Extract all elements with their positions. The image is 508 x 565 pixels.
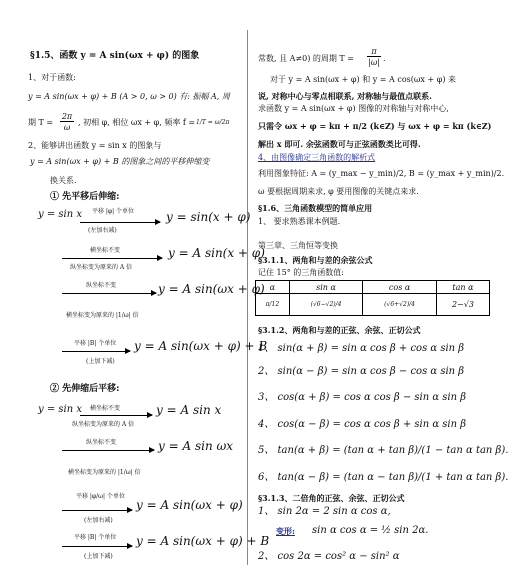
formula-cos-sum: 3、 cos(α + β) = cos α cos β − sin α sin β bbox=[258, 392, 467, 403]
m2-arrow1-bottom-label: 纵坐标变为原来的 A 倍 bbox=[72, 421, 135, 428]
m2-arrow4 bbox=[62, 546, 132, 547]
m2-arrow4-bottom-label: (上加下减) bbox=[84, 553, 113, 560]
item-2-line2: y = A sin(ωx + φ) + B 的图象之间的平移伸缩变 bbox=[30, 157, 210, 166]
formula-double-sin: 1、 sin 2α = 2 sin α cos α, bbox=[258, 506, 391, 517]
section-title-1-6: §1.6、三角函数模型的简单应用 bbox=[258, 203, 373, 213]
formula-cos-diff: 4、 cos(α − β) = cos α cos β + sin α sin β bbox=[258, 419, 467, 430]
formula-sin-cos-product: sin α cos α = ½ sin 2α. bbox=[312, 525, 429, 536]
m1-arrow4-bottom-label: (上加下减) bbox=[86, 358, 115, 365]
formula-period-label: 期 T = bbox=[28, 118, 54, 127]
m2-result1: y = A sin x bbox=[156, 403, 222, 417]
m2-result2: y = A sin ωx bbox=[158, 439, 234, 453]
method-1-heading: ① 先平移后伸缩: bbox=[50, 192, 120, 202]
item-2-line1: 2、能够讲出函数 y = sin x 的图象与 bbox=[28, 141, 162, 150]
formula-phase-frequency: , 初相 φ, 相位 ωx + φ, 频率 f = bbox=[78, 118, 196, 127]
frequency-value: 1/T = ω/2π bbox=[196, 119, 230, 126]
formula-sin-diff: 2、 sin(α − β) = sin α cos β − cos α sin β bbox=[258, 366, 465, 377]
m1-arrow1-top-label: 平移 |φ| 个单位 bbox=[92, 208, 135, 215]
section-title-3-1-1: §3.1.1、两角和与差的余弦公式 bbox=[258, 255, 373, 265]
m2-arrow1 bbox=[80, 415, 152, 416]
formula-double-cos: 2、 cos 2α = cos² α − sin² α bbox=[258, 551, 400, 562]
transform-label: 变形: bbox=[276, 526, 295, 536]
m1-arrow3-bottom-label: 横坐标变为原来的 |1/ω| 倍 bbox=[66, 312, 139, 319]
m1-result2: y = A sin(x + φ) bbox=[168, 246, 265, 260]
determine-formula-heading: 4、由图像确定三角函数的解析式 bbox=[258, 153, 376, 162]
m2-start-expression: y = sin x bbox=[38, 404, 82, 415]
table-cell-tan: 2−√3 bbox=[436, 294, 489, 316]
m1-arrow4-top-label: 平移 |B| 个单位 bbox=[74, 340, 117, 347]
m2-result3: y = A sin(ωx + φ) bbox=[136, 498, 243, 512]
table-head-sin: sin α bbox=[289, 281, 363, 294]
section-title-3-1-3: §3.1.3、二倍角的正弦、余弦、正切公式 bbox=[258, 493, 405, 503]
item-1-label: 1、对于函数: bbox=[28, 73, 76, 82]
chapter-3-title: 第三章、三角恒等变换 bbox=[258, 241, 338, 250]
m2-arrow1-top-label: 横坐标不变 bbox=[90, 405, 121, 412]
table-head-alpha: α bbox=[256, 281, 290, 294]
symmetry-line4: 只需令 ωx + φ = kπ + π/2 (k∈Z) 与 ωx + φ = kπ (k∈Z) bbox=[258, 121, 492, 131]
symmetry-line5: 解出 x 即可. 余弦函数可与正弦函数类比可得. bbox=[258, 139, 421, 149]
m2-arrow2 bbox=[62, 450, 154, 451]
table-cell-cos: (√6+√2)/4 bbox=[363, 294, 437, 316]
item-2-line3: 换关系. bbox=[50, 176, 77, 185]
formula-tan-sum: 5、 tan(α + β) = (tan α + tan β)/(1 − tan α tan β). bbox=[258, 445, 508, 456]
method-2-heading: ② 先伸缩后平移: bbox=[50, 384, 120, 394]
formula-tan-diff: 6、 tan(α − β) = (tan α − tan β)/(1 + tan α tan β). bbox=[258, 472, 508, 483]
m1-arrow2-bottom-label: 纵坐标变为原来的 A 倍 bbox=[70, 264, 133, 271]
m2-arrow3-bottom-label: (左加右减) bbox=[84, 517, 113, 524]
m2-result4: y = A sin(ωx + φ) + B bbox=[136, 534, 270, 548]
right-column bbox=[250, 0, 508, 565]
m1-arrow2-top-label: 横坐标不变 bbox=[90, 247, 121, 254]
m1-arrow3 bbox=[62, 293, 156, 294]
period-numerator: 2π bbox=[61, 112, 73, 121]
formula-amplitude: y = A sin(ωx + φ) + B (A > 0, ω > 0) 有: 振幅 A, 周 bbox=[28, 92, 230, 101]
symmetry-line2: 说, 对称中心与零点相联系, 对称轴与最值点联系. bbox=[258, 91, 432, 101]
fifteen-degree-note: 记住 15° 的三角函数值: bbox=[258, 268, 344, 277]
symmetry-line3: 求函数 y = A sin(ωx + φ) 图像的对称轴与对称中心, bbox=[258, 104, 449, 113]
m1-result3: y = A sin(ωx + φ) bbox=[158, 282, 265, 296]
m2-arrow3 bbox=[62, 510, 132, 511]
m1-arrow3-top-label: 纵坐标不变 bbox=[86, 282, 117, 289]
formula-sin-sum: 1、 sin(α + β) = sin α cos β + cos α sin β bbox=[258, 343, 465, 354]
fifteen-degree-table bbox=[255, 280, 490, 316]
period-denominator: ω bbox=[63, 123, 71, 132]
m1-result1: y = sin(x + φ) bbox=[166, 210, 251, 224]
table-head-cos: cos α bbox=[363, 281, 437, 294]
m1-start-expression: y = sin x bbox=[38, 209, 82, 220]
section-title-3-1-2: §3.1.2、两角和与差的正弦、余弦、正切公式 bbox=[258, 325, 421, 335]
table-head-tan: tan α bbox=[436, 281, 489, 294]
section-1-6-item1: 1、 要求熟悉课本例题. bbox=[258, 217, 341, 226]
symmetry-line1: 对于 y = A sin(ωx + φ) 和 y = A cos(ωx + φ) 来 bbox=[270, 75, 456, 84]
m1-arrow2 bbox=[62, 258, 162, 259]
m1-arrow1-bottom-label: (左加右减) bbox=[88, 227, 117, 234]
period-end: . bbox=[383, 54, 386, 63]
period-line: 常数, 且 A≠0) 的周期 T = bbox=[258, 54, 354, 63]
graph-features-formula: 利用图象特征: A = (y_max − y_min)/2, B = (y_max + y_min)/2. bbox=[258, 169, 505, 178]
m2-arrow2-bottom-label: 横坐标变为原来的 |1/ω| 倍 bbox=[68, 469, 141, 476]
table-cell-alpha: π/12 bbox=[256, 294, 290, 316]
m2-arrow2-top-label: 纵坐标不变 bbox=[86, 439, 117, 446]
m1-result4: y = A sin(ωx + φ) + B bbox=[134, 339, 268, 353]
period-numerator-right: π bbox=[367, 48, 381, 57]
m2-arrow3-top-label: 平移 |φ/ω| 个单位 bbox=[76, 493, 125, 500]
m2-arrow4-top-label: 平移 |B| 个单位 bbox=[74, 534, 117, 541]
table-cell-sin: (√6−√2)/4 bbox=[289, 294, 363, 316]
m1-arrow1 bbox=[80, 222, 160, 223]
section-title-1-5: §1.5、函数 y = A sin(ωx + φ) 的图象 bbox=[30, 51, 200, 61]
column-divider bbox=[247, 30, 248, 565]
m1-arrow4 bbox=[62, 351, 130, 352]
period-denominator-right: |ω| bbox=[368, 58, 380, 67]
omega-phi-note: ω 要根据周期来求, φ 要用图像的关键点来求. bbox=[258, 187, 419, 196]
